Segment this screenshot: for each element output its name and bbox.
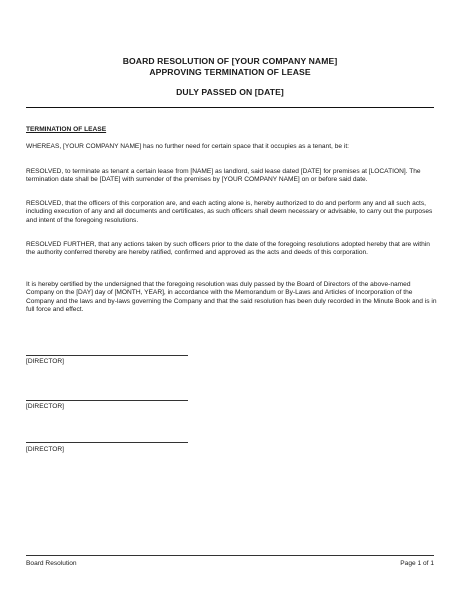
- paragraph-resolved-terminate: RESOLVED, to terminate as tenant a certain lease from [NAME] as landlord, said lease dated [DATE] for premises at [LOCATION]. The termination date shall be [DATE] with surrender of the premises by [YOUR COMPANY NAME] on or before said date.: [26, 168, 421, 184]
- document-title: BOARD RESOLUTION OF [YOUR COMPANY NAME]: [122, 56, 338, 66]
- paragraph-resolved-further: RESOLVED FURTHER, that any actions taken by such officers prior to the date of the foregoing resolutions adopted hereby that are within the authority conferred thereby are hereby ratified, confirmed and approved as the acts and deeds of this corporation.: [26, 241, 430, 257]
- signature-line: [26, 400, 188, 401]
- document-subtitle: APPROVING TERMINATION OF LEASE: [149, 67, 311, 77]
- passed-on-line: DULY PASSED ON [DATE]: [176, 87, 284, 97]
- signature-label: [DIRECTOR]: [26, 358, 64, 365]
- footer-document-name: Board Resolution: [26, 560, 77, 567]
- signature-label: [DIRECTOR]: [26, 446, 64, 453]
- signature-label: [DIRECTOR]: [26, 403, 64, 410]
- paragraph-whereas: WHEREAS, [YOUR COMPANY NAME] has no further need for certain space that it occupies as a tenant, be it:: [26, 143, 349, 150]
- paragraph-certification: It is hereby certified by the undersigned that the foregoing resolution was duly passed by the Board of Directors of the above-named Company on the [DAY] day of [MONTH, YEAR], in accordance with the Memorandum or By-Laws and Articles of Incorporation of the Company and the laws and by-laws governing the Company and that the said resolution has been duly recorded in the Minute Book and is in full force and effect.: [26, 281, 437, 313]
- signature-line: [26, 355, 188, 356]
- paragraph-resolved-officers: RESOLVED, that the officers of this corporation are, and each acting alone is, hereby authorized to do and perform any and all such acts, including execution of any and all documents and certificates, as such officers shall deem necessary or advisable, to carry out the purposes and intent of the foregoing resolutions.: [26, 200, 433, 224]
- footer-page-number: Page 1 of 1: [400, 560, 434, 567]
- header-divider: [26, 107, 434, 108]
- footer-divider: [26, 555, 434, 556]
- section-heading: TERMINATION OF LEASE: [26, 126, 107, 133]
- signature-line: [26, 442, 188, 443]
